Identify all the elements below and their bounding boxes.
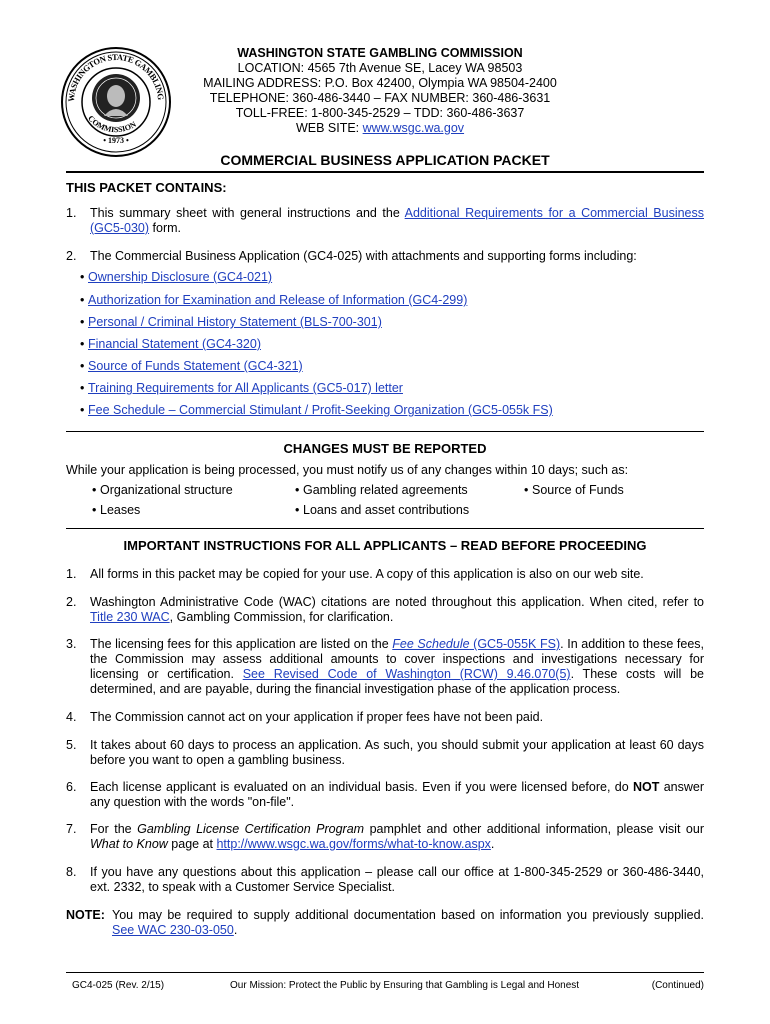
wac-230-03-050-link[interactable]: See WAC 230-03-050: [112, 923, 234, 937]
website-link[interactable]: www.wsgc.wa.gov: [362, 121, 465, 135]
form-link-item: [88, 315, 382, 330]
instruction-6: 6. Each license applicant is evaluated on an individual basis. Even if you were licensed before, do NOT answer any question with the words "on-file".: [66, 780, 704, 809]
form-link-item: [88, 359, 303, 374]
change-item: • Leases: [100, 503, 140, 518]
change-item: • Gambling related agreements: [303, 483, 468, 498]
mission-statement: Our Mission: Protect the Public by Ensuring that Gambling is Legal and Honest: [230, 980, 580, 991]
contains-item-2: 2. The Commercial Business Application (GC4-025) with attachments and supporting forms including:: [66, 249, 637, 263]
personal-history-link[interactable]: Personal / Criminal History Statement (BLS-700-301): [88, 315, 382, 329]
contains-item-1: 1. This summary sheet with general instructions and the Additional Requirements for a Commercial Business (GC5-030) form.: [66, 206, 705, 235]
instruction-8: 8. If you have any questions about this application – please call our office at 1-800-345-2529 or 360-486-3440, ext. 2332, to speak with a Customer Service Specialist.: [66, 865, 704, 894]
financial-statement-link[interactable]: Financial Statement (GC4-320): [88, 337, 261, 351]
instruction-1: 1. All forms in this packet may be copied for your use. A copy of this application is also on our web site.: [66, 567, 644, 581]
form-link-item: [88, 293, 467, 308]
instruction-7: 7. For the Gambling License Certification Program pamphlet and other additional information, please visit our What to Know page at http://www.wsgc.wa.gov/forms/what-to-know.aspx.: [66, 822, 704, 851]
section-divider: [66, 431, 704, 432]
title-divider: [66, 171, 704, 173]
note-label: NOTE:: [66, 908, 105, 922]
svg-text:COMMISSION: COMMISSION: [86, 113, 138, 135]
authorization-release-link[interactable]: Authorization for Examination and Release of Information (GC4-299): [88, 293, 468, 307]
commission-seal-logo: [60, 46, 172, 158]
instruction-3: 3. The licensing fees for this application are listed on the Fee Schedule (GC5-055K FS). In addition to these fees, the Commission may assess additional amounts to cover inspections and investigations necessary for licensing or certification. See Revised Code of Washington (RCW) 9.46.070(5). These costs will be determined, and are payable, during the financial investigation phase of the application process.: [66, 637, 704, 696]
title-230-wac-link[interactable]: Title 230 WAC: [90, 610, 170, 624]
telephone-line: TELEPHONE: 360-486-3440 – FAX NUMBER: 360-486-3631: [209, 91, 551, 105]
form-link-item: [88, 381, 403, 396]
ownership-disclosure-link[interactable]: Ownership Disclosure (GC4-021): [88, 270, 273, 284]
fee-schedule-link[interactable]: Fee Schedule – Commercial Stimulant / Profit-Seeking Organization (GC5-055k FS): [88, 403, 553, 417]
fee-schedule-inline-link[interactable]: Fee Schedule (GC5-055K FS): [392, 637, 561, 651]
instruction-2: 2. Washington Administrative Code (WAC) citations are noted throughout this application. When cited, refer to Title 230 WAC, Gambling Commission, for clarification.: [66, 595, 704, 624]
section-divider: [66, 528, 704, 529]
changes-heading: CHANGES MUST BE REPORTED: [283, 441, 487, 456]
form-link-item: [88, 337, 261, 352]
tollfree-line: TOLL-FREE: 1-800-345-2529 – TDD: 360-486-3637: [235, 106, 525, 120]
instructions-heading: IMPORTANT INSTRUCTIONS FOR ALL APPLICANTS – READ BEFORE PROCEEDING: [123, 538, 647, 553]
agency-name: WASHINGTON STATE GAMBLING COMMISSION: [237, 46, 523, 60]
agency-header: [180, 46, 580, 136]
instruction-5: 5. It takes about 60 days to process an application. As such, you should submit your application at least 60 days before you want to open a gambling business.: [66, 738, 704, 767]
what-to-know-link[interactable]: http://www.wsgc.wa.gov/forms/what-to-know.aspx: [216, 837, 491, 851]
note: NOTE: You may be required to supply additional documentation based on information you previously supplied. See WAC 230-03-050.: [66, 908, 704, 937]
form-number: GC4-025 (Rev. 2/15): [72, 980, 165, 991]
source-of-funds-link[interactable]: Source of Funds Statement (GC4-321): [88, 359, 303, 373]
instruction-4: 4. The Commission cannot act on your application if proper fees have not been paid.: [66, 710, 544, 724]
change-item: • Organizational structure: [100, 483, 233, 498]
mailing-line: MAILING ADDRESS: P.O. Box 42400, Olympia WA 98504-2400: [203, 76, 557, 90]
form-link-item: [88, 403, 553, 418]
website-line: WEB SITE: www.wsgc.wa.gov: [295, 121, 465, 135]
change-item: • Loans and asset contributions: [303, 503, 469, 518]
training-requirements-link[interactable]: Training Requirements for All Applicants (GC5-017) letter: [88, 381, 403, 395]
rcw-link[interactable]: See Revised Code of Washington (RCW) 9.46.070(5): [242, 667, 571, 681]
footer-divider: [66, 972, 704, 973]
form-link-item: [88, 270, 272, 285]
location-line: LOCATION: 4565 7th Avenue SE, Lacey WA 98503: [237, 61, 523, 75]
changes-intro: While your application is being processed, you must notify us of any changes within 10 days; such as:: [66, 463, 629, 477]
additional-requirements-link[interactable]: Additional Requirements for a Commercial Business (GC5-030): [90, 206, 705, 235]
continued-label: (Continued): [651, 980, 704, 991]
change-item: • Source of Funds: [532, 483, 624, 498]
contains-heading: THIS PACKET CONTAINS:: [66, 180, 227, 195]
page-title: COMMERCIAL BUSINESS APPLICATION PACKET: [220, 152, 550, 168]
svg-text:WASHINGTON STATE GAMBLING: WASHINGTON STATE GAMBLING: [65, 51, 167, 103]
svg-text:• 1973 •: • 1973 •: [103, 136, 129, 145]
